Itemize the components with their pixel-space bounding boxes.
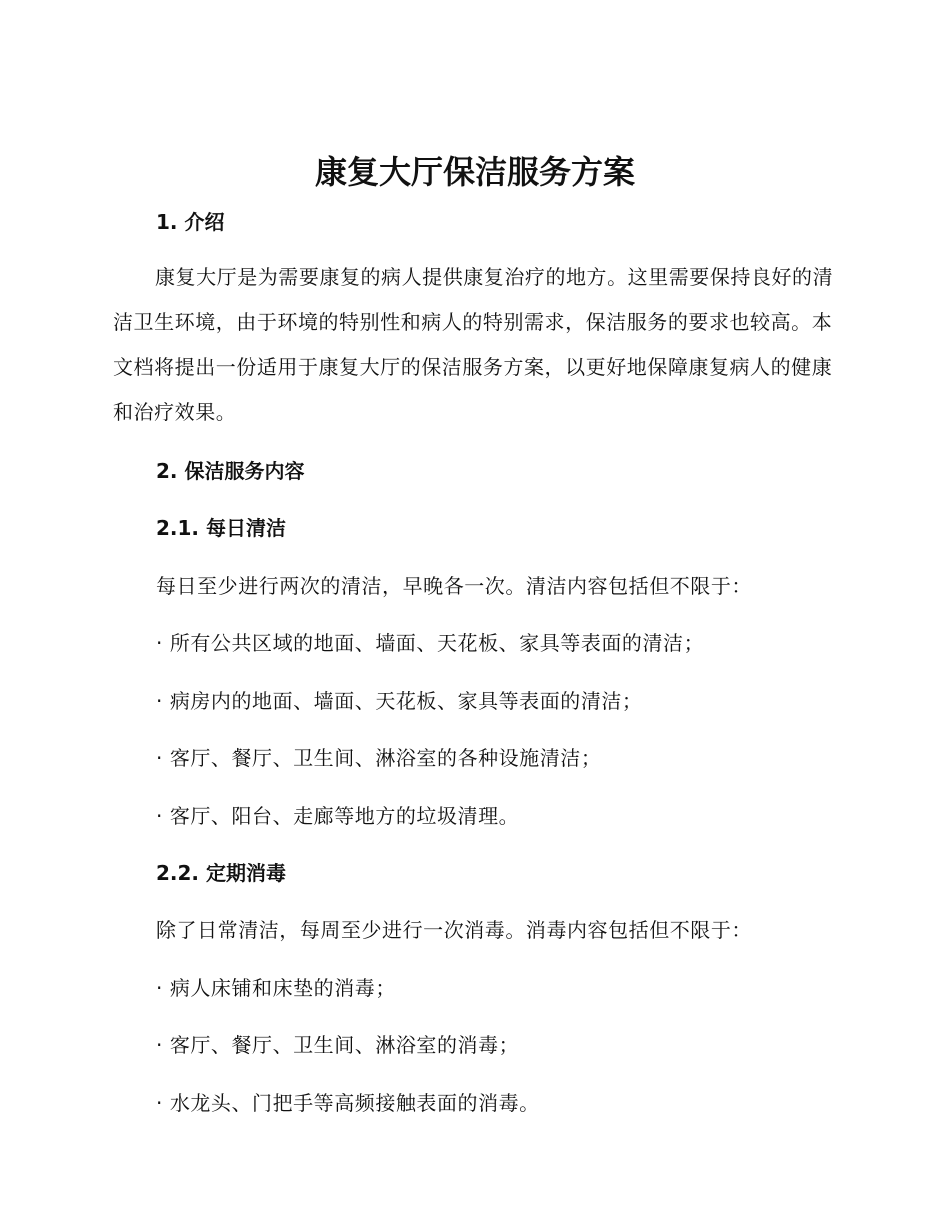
list-item: · 病人床铺和床垫的消毒； (156, 976, 396, 1000)
section-2-2-intro: 除了日常清洁，每周至少进行一次消毒。消毒内容包括但不限于： (156, 918, 752, 942)
section-2-2-heading: 2.2. 定期消毒 (156, 861, 286, 885)
list-item: · 客厅、餐厅、卫生间、淋浴室的消毒； (156, 1033, 520, 1057)
list-item: · 客厅、阳台、走廊等地方的垃圾清理。 (156, 804, 520, 828)
list-item: · 病房内的地面、墙面、天花板、家具等表面的清洁； (156, 689, 643, 713)
section-2-heading: 2. 保洁服务内容 (156, 459, 305, 483)
section-1-heading: 1. 介绍 (156, 210, 225, 234)
section-2-1-intro: 每日至少进行两次的清洁，早晚各一次。清洁内容包括但不限于： (156, 574, 752, 598)
list-item: · 客厅、餐厅、卫生间、淋浴室的各种设施清洁； (156, 746, 602, 770)
list-item: · 所有公共区域的地面、墙面、天花板、家具等表面的清洁； (156, 631, 705, 655)
section-1-paragraph: 康复大厅是为需要康复的病人提供康复治疗的地方。这里需要保持良好的清洁卫生环境，由于环境的特别性和病人的特别需求，保洁服务的要求也较高。本文档将提出一份适用于康复大厅的保洁服务方案，以更好地保障康复病人的健康和治疗效果。 (113, 265, 834, 424)
list-item: · 水龙头、门把手等高频接触表面的消毒。 (156, 1091, 540, 1115)
section-2-1-heading: 2.1. 每日清洁 (156, 516, 286, 540)
document-title: 康复大厅保洁服务方案 (314, 153, 635, 191)
